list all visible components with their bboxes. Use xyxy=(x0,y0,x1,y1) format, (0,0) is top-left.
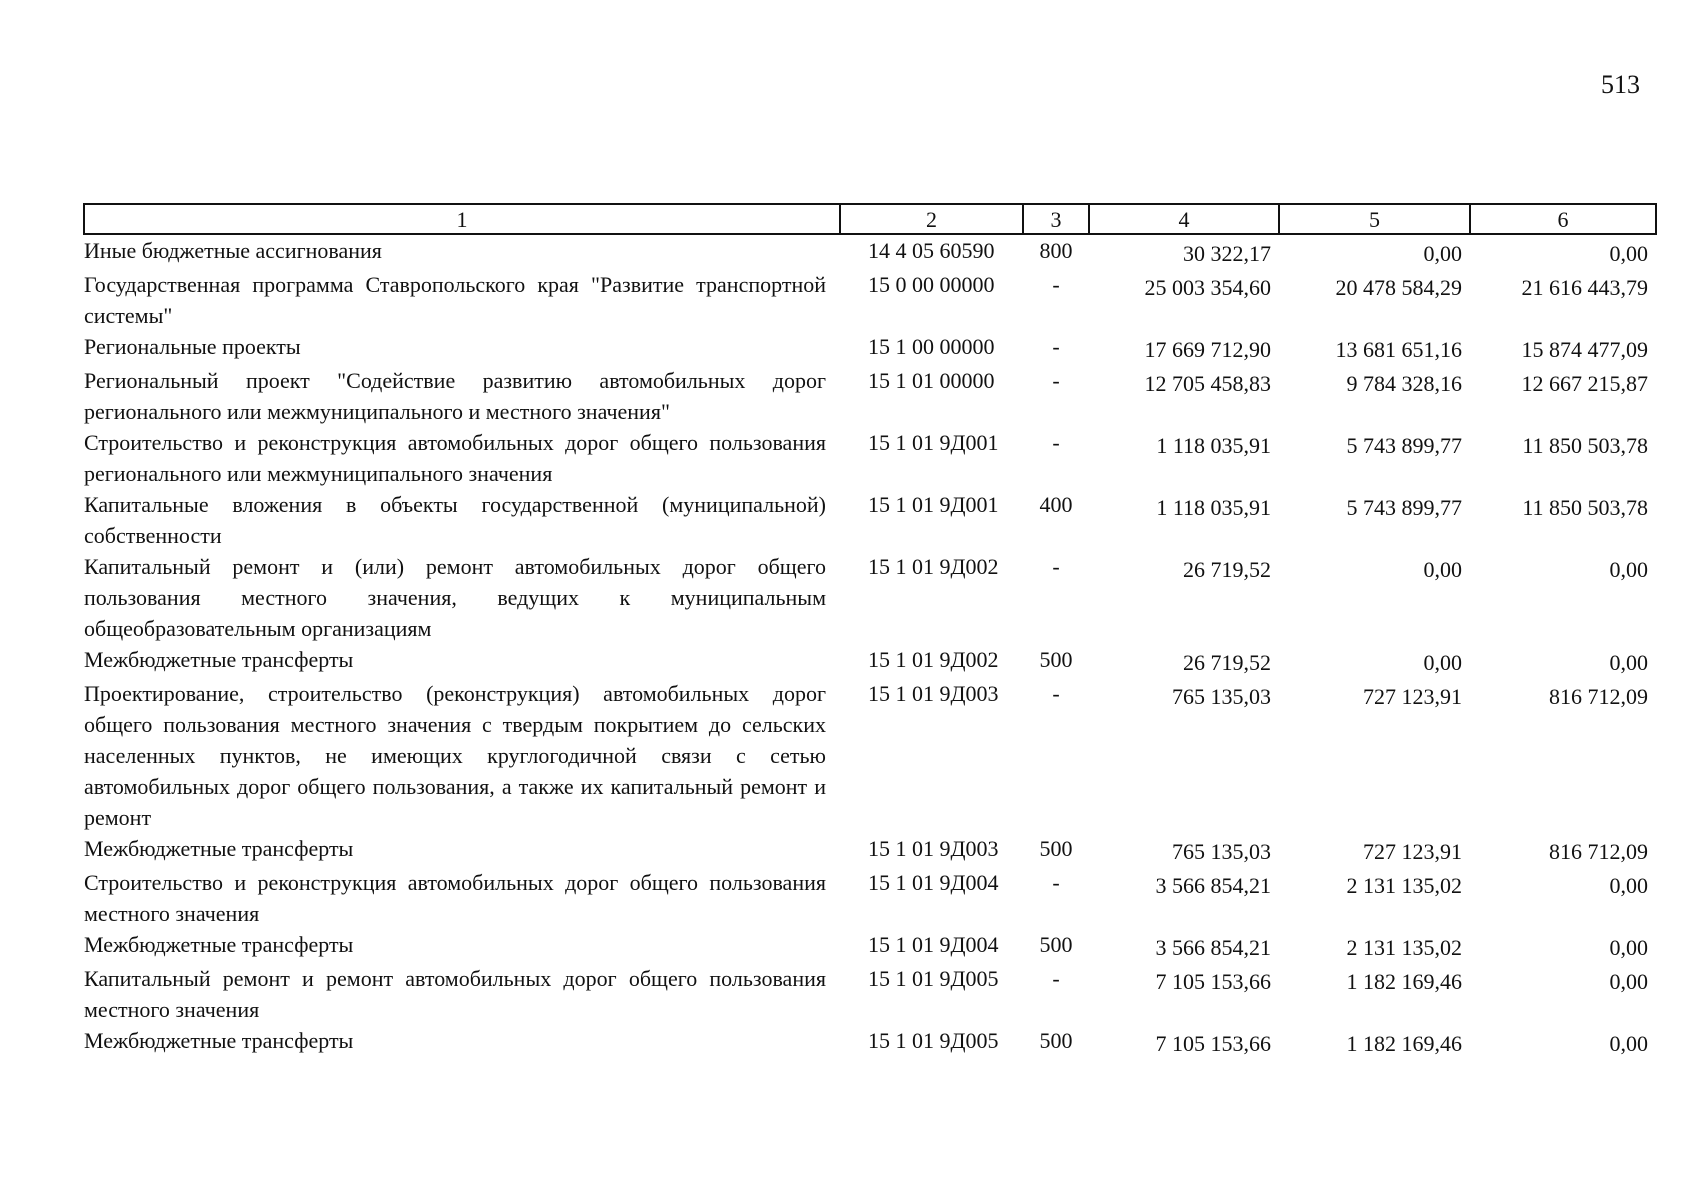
row-name-cell: Региональный проект "Содействие развитию автомобильных дорог регионального или межмуниципального и местного значения" xyxy=(84,368,826,424)
row-sum-2-cell: 0,00 xyxy=(1423,650,1462,675)
row-sum-2-cell: 1 182 169,46 xyxy=(1346,969,1462,994)
page-number: 513 xyxy=(1601,70,1640,99)
row-vr-cell: 500 xyxy=(1039,1028,1073,1053)
row-code-cell: 15 1 00 00000 xyxy=(868,334,995,359)
row-name-cell: Межбюджетные трансферты xyxy=(84,1028,354,1053)
row-name-cell: Региональные проекты xyxy=(84,334,301,359)
row-vr-cell: - xyxy=(1052,966,1060,991)
row-sum-3-cell: 816 712,09 xyxy=(1549,839,1648,864)
row-sum-2-cell: 0,00 xyxy=(1423,557,1462,582)
table-row xyxy=(84,365,1656,427)
row-sum-3-cell: 11 850 503,78 xyxy=(1522,495,1648,520)
row-sum-1-cell: 25 003 354,60 xyxy=(1144,275,1271,300)
column-header: 5 xyxy=(1279,204,1470,234)
row-code-cell: 15 1 01 9Д002 xyxy=(868,554,999,579)
row-sum-3-cell: 0,00 xyxy=(1609,241,1648,266)
row-code-cell: 15 1 01 9Д005 xyxy=(868,1028,999,1053)
header-row xyxy=(84,204,1656,234)
row-code-cell: 15 1 01 9Д001 xyxy=(868,430,999,455)
row-vr-cell: 400 xyxy=(1039,492,1073,517)
row-sum-2-cell: 1 182 169,46 xyxy=(1346,1031,1462,1056)
row-sum-2-cell: 9 784 328,16 xyxy=(1346,371,1462,396)
table-row xyxy=(84,551,1656,644)
row-sum-1-cell: 1 118 035,91 xyxy=(1156,433,1271,458)
budget-table xyxy=(83,203,1657,1059)
row-name-cell: Строительство и реконструкция автомобильных дорог общего пользования регионального или межмуниципального значения xyxy=(84,430,826,486)
row-vr-cell: - xyxy=(1052,681,1060,706)
table-row xyxy=(84,833,1656,867)
row-name-cell: Государственная программа Ставропольского края "Развитие транспортной системы" xyxy=(84,272,826,328)
table-body xyxy=(84,234,1656,1059)
row-sum-1-cell: 17 669 712,90 xyxy=(1144,337,1271,362)
row-sum-3-cell: 15 874 477,09 xyxy=(1521,337,1648,362)
row-vr-cell: - xyxy=(1052,870,1060,895)
row-code-cell: 15 1 01 9Д004 xyxy=(868,932,999,957)
row-sum-1-cell: 12 705 458,83 xyxy=(1144,371,1271,396)
row-sum-1-cell: 26 719,52 xyxy=(1183,650,1271,675)
row-name-cell: Межбюджетные трансферты xyxy=(84,932,354,957)
column-header: 2 xyxy=(840,204,1023,234)
row-vr-cell: - xyxy=(1052,430,1060,455)
table-row xyxy=(84,1025,1656,1059)
table-row xyxy=(84,234,1656,269)
row-sum-1-cell: 7 105 153,66 xyxy=(1155,969,1271,994)
table-row xyxy=(84,489,1656,551)
row-name-cell: Капитальный ремонт и ремонт автомобильных дорог общего пользования местного значения xyxy=(84,966,826,1022)
table-row xyxy=(84,331,1656,365)
row-sum-3-cell: 0,00 xyxy=(1609,557,1648,582)
row-code-cell: 15 1 01 9Д004 xyxy=(868,870,999,895)
table-row xyxy=(84,644,1656,678)
row-name-cell: Капитальные вложения в объекты государственной (муниципальной) собственности xyxy=(84,492,826,548)
row-vr-cell: 500 xyxy=(1039,836,1073,861)
column-header: 3 xyxy=(1023,204,1089,234)
row-code-cell: 15 1 01 9Д005 xyxy=(868,966,999,991)
row-name-cell: Строительство и реконструкция автомобильных дорог общего пользования местного значения xyxy=(84,870,826,926)
row-sum-3-cell: 0,00 xyxy=(1609,969,1648,994)
row-sum-1-cell: 26 719,52 xyxy=(1183,557,1271,582)
row-vr-cell: 500 xyxy=(1039,647,1073,672)
row-sum-3-cell: 0,00 xyxy=(1609,650,1648,675)
table-row xyxy=(84,427,1656,489)
row-sum-1-cell: 765 135,03 xyxy=(1172,839,1271,864)
row-sum-3-cell: 12 667 215,87 xyxy=(1521,371,1648,396)
row-sum-3-cell: 816 712,09 xyxy=(1549,684,1648,709)
row-sum-2-cell: 0,00 xyxy=(1423,241,1462,266)
row-sum-3-cell: 0,00 xyxy=(1609,1031,1648,1056)
row-sum-3-cell: 11 850 503,78 xyxy=(1522,433,1648,458)
row-vr-cell: - xyxy=(1052,368,1060,393)
row-sum-1-cell: 7 105 153,66 xyxy=(1155,1031,1271,1056)
row-sum-3-cell: 0,00 xyxy=(1609,935,1648,960)
row-name-cell: Капитальный ремонт и (или) ремонт автомобильных дорог общего пользования местного значения, ведущих к муниципальным общеобразовательным организациям xyxy=(84,554,826,641)
column-header: 6 xyxy=(1470,204,1656,234)
table-row xyxy=(84,269,1656,331)
row-sum-3-cell: 21 616 443,79 xyxy=(1521,275,1648,300)
table-row xyxy=(84,929,1656,963)
row-name-cell: Межбюджетные трансферты xyxy=(84,836,354,861)
row-code-cell: 15 1 01 9Д001 xyxy=(868,492,999,517)
column-header: 4 xyxy=(1089,204,1279,234)
row-sum-1-cell: 3 566 854,21 xyxy=(1155,935,1271,960)
row-sum-1-cell: 3 566 854,21 xyxy=(1155,873,1271,898)
row-vr-cell: 800 xyxy=(1039,238,1073,263)
column-header: 1 xyxy=(84,204,840,234)
table-row xyxy=(84,867,1656,929)
row-code-cell: 14 4 05 60590 xyxy=(868,238,995,263)
row-vr-cell: - xyxy=(1052,272,1060,297)
table-row xyxy=(84,963,1656,1025)
row-code-cell: 15 1 01 9Д002 xyxy=(868,647,999,672)
row-sum-1-cell: 1 118 035,91 xyxy=(1156,495,1271,520)
row-sum-2-cell: 2 131 135,02 xyxy=(1346,935,1462,960)
row-sum-2-cell: 5 743 899,77 xyxy=(1346,433,1462,458)
row-code-cell: 15 1 01 00000 xyxy=(868,368,995,393)
row-name-cell: Иные бюджетные ассигнования xyxy=(84,238,382,263)
row-sum-3-cell: 0,00 xyxy=(1609,873,1648,898)
row-sum-1-cell: 765 135,03 xyxy=(1172,684,1271,709)
row-sum-2-cell: 727 123,91 xyxy=(1363,839,1462,864)
row-vr-cell: 500 xyxy=(1039,932,1073,957)
row-sum-2-cell: 13 681 651,16 xyxy=(1335,337,1462,362)
row-name-cell: Проектирование, строительство (реконструкция) автомобильных дорог общего пользования местного значения с твердым покрытием до сельских населенных пунктов, не имеющих круглогодичной связи с сетью автомобильных дорог общего пользования, а также их капитальный ремонт и ремонт xyxy=(84,681,826,830)
row-sum-2-cell: 2 131 135,02 xyxy=(1346,873,1462,898)
row-vr-cell: - xyxy=(1052,334,1060,359)
row-code-cell: 15 0 00 00000 xyxy=(868,272,995,297)
row-code-cell: 15 1 01 9Д003 xyxy=(868,836,999,861)
row-code-cell: 15 1 01 9Д003 xyxy=(868,681,999,706)
row-name-cell: Межбюджетные трансферты xyxy=(84,647,354,672)
row-vr-cell: - xyxy=(1052,554,1060,579)
row-sum-1-cell: 30 322,17 xyxy=(1183,241,1271,266)
row-sum-2-cell: 5 743 899,77 xyxy=(1346,495,1462,520)
row-sum-2-cell: 20 478 584,29 xyxy=(1335,275,1462,300)
row-sum-2-cell: 727 123,91 xyxy=(1363,684,1462,709)
table-row xyxy=(84,678,1656,833)
